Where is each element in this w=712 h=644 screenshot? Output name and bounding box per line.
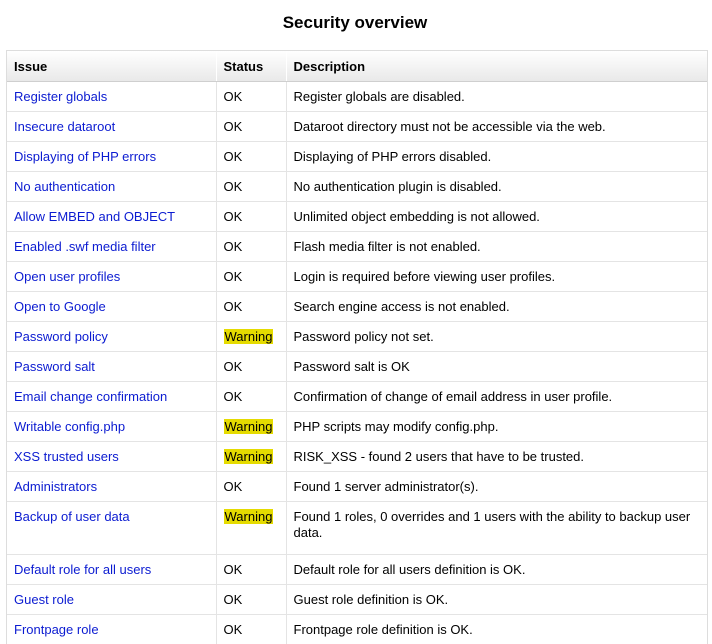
status-ok-text: OK xyxy=(224,359,243,374)
description-cell: Frontpage role definition is OK. xyxy=(286,615,707,644)
issue-cell xyxy=(7,232,216,262)
status-ok-text: OK xyxy=(224,479,243,494)
issue-link[interactable]: Backup of user data xyxy=(14,509,130,524)
status-cell xyxy=(216,442,286,472)
description-cell: Confirmation of change of email address in user profile. xyxy=(286,382,707,412)
status-ok-text: OK xyxy=(224,592,243,607)
table-row xyxy=(7,172,707,202)
status-ok-text: OK xyxy=(224,149,243,164)
description-cell: Search engine access is not enabled. xyxy=(286,292,707,322)
description-cell: Unlimited object embedding is not allowed. xyxy=(286,202,707,232)
table-row xyxy=(7,202,707,232)
status-cell xyxy=(216,142,286,172)
table-row xyxy=(7,472,707,502)
issue-link[interactable]: Frontpage role xyxy=(14,622,99,637)
status-cell xyxy=(216,232,286,262)
issue-cell xyxy=(7,412,216,442)
description-cell: Password salt is OK xyxy=(286,352,707,382)
status-ok-text: OK xyxy=(224,389,243,404)
status-ok-text: OK xyxy=(224,179,243,194)
status-cell xyxy=(216,382,286,412)
issue-cell xyxy=(7,82,216,112)
page-title: Security overview xyxy=(0,0,712,46)
security-overview-table xyxy=(7,51,707,644)
description-cell: Dataroot directory must not be accessible via the web. xyxy=(286,112,707,142)
table-row xyxy=(7,352,707,382)
issue-link[interactable]: Password policy xyxy=(14,329,108,344)
description-cell: Register globals are disabled. xyxy=(286,82,707,112)
description-cell: Login is required before viewing user profiles. xyxy=(286,262,707,292)
table-row xyxy=(7,142,707,172)
table-row xyxy=(7,442,707,472)
issue-cell xyxy=(7,202,216,232)
status-ok-text: OK xyxy=(224,209,243,224)
table-row xyxy=(7,262,707,292)
issue-link[interactable]: Register globals xyxy=(14,89,107,104)
status-cell xyxy=(216,262,286,292)
status-ok-text: OK xyxy=(224,562,243,577)
issue-cell xyxy=(7,142,216,172)
description-cell: Guest role definition is OK. xyxy=(286,585,707,615)
issue-link[interactable]: Writable config.php xyxy=(14,419,125,434)
description-cell: Found 1 server administrator(s). xyxy=(286,472,707,502)
table-row xyxy=(7,502,707,555)
table-row xyxy=(7,322,707,352)
status-ok-text: OK xyxy=(224,119,243,134)
issue-cell xyxy=(7,262,216,292)
status-warning-badge: Warning xyxy=(224,419,274,434)
issue-link[interactable]: Open to Google xyxy=(14,299,106,314)
status-warning-badge: Warning xyxy=(224,329,274,344)
status-ok-text: OK xyxy=(224,239,243,254)
table-row xyxy=(7,112,707,142)
table-body xyxy=(7,82,707,644)
status-cell xyxy=(216,555,286,585)
status-ok-text: OK xyxy=(224,299,243,314)
table-row xyxy=(7,382,707,412)
table-row xyxy=(7,292,707,322)
issue-cell xyxy=(7,585,216,615)
status-cell xyxy=(216,172,286,202)
issue-link[interactable]: XSS trusted users xyxy=(14,449,119,464)
description-cell: Found 1 roles, 0 overrides and 1 users with the ability to backup user data. xyxy=(286,502,707,555)
description-cell: Default role for all users definition is OK. xyxy=(286,555,707,585)
status-cell xyxy=(216,322,286,352)
table-row xyxy=(7,82,707,112)
issue-link[interactable]: Default role for all users xyxy=(14,562,151,577)
issue-link[interactable]: Open user profiles xyxy=(14,269,120,284)
security-overview-table-container xyxy=(6,50,708,644)
column-header-description[interactable]: Description xyxy=(286,51,707,82)
issue-cell xyxy=(7,555,216,585)
status-cell xyxy=(216,615,286,644)
status-cell xyxy=(216,292,286,322)
status-cell xyxy=(216,502,286,555)
table-row xyxy=(7,615,707,644)
table-row xyxy=(7,585,707,615)
issue-cell xyxy=(7,172,216,202)
status-cell xyxy=(216,412,286,442)
status-ok-text: OK xyxy=(224,269,243,284)
issue-link[interactable]: Password salt xyxy=(14,359,95,374)
table-header xyxy=(7,51,707,82)
status-warning-badge: Warning xyxy=(224,449,274,464)
table-row xyxy=(7,232,707,262)
issue-cell xyxy=(7,615,216,644)
issue-link[interactable]: Guest role xyxy=(14,592,74,607)
description-cell: PHP scripts may modify config.php. xyxy=(286,412,707,442)
status-cell xyxy=(216,352,286,382)
status-cell xyxy=(216,82,286,112)
issue-link[interactable]: No authentication xyxy=(14,179,115,194)
description-cell: Flash media filter is not enabled. xyxy=(286,232,707,262)
status-ok-text: OK xyxy=(224,89,243,104)
status-cell xyxy=(216,585,286,615)
issue-cell xyxy=(7,352,216,382)
issue-link[interactable]: Displaying of PHP errors xyxy=(14,149,156,164)
status-cell xyxy=(216,202,286,232)
issue-link[interactable]: Enabled .swf media filter xyxy=(14,239,156,254)
status-warning-badge: Warning xyxy=(224,509,274,524)
description-cell: Displaying of PHP errors disabled. xyxy=(286,142,707,172)
issue-cell xyxy=(7,112,216,142)
status-ok-text: OK xyxy=(224,622,243,637)
description-cell: RISK_XSS - found 2 users that have to be trusted. xyxy=(286,442,707,472)
status-cell xyxy=(216,472,286,502)
table-row xyxy=(7,555,707,585)
issue-link[interactable]: Email change confirmation xyxy=(14,389,167,404)
description-cell: Password policy not set. xyxy=(286,322,707,352)
issue-link[interactable]: Administrators xyxy=(14,479,97,494)
issue-cell xyxy=(7,322,216,352)
issue-cell xyxy=(7,442,216,472)
status-cell xyxy=(216,112,286,142)
issue-link[interactable]: Insecure dataroot xyxy=(14,119,115,134)
table-header-row xyxy=(7,51,707,82)
description-cell: No authentication plugin is disabled. xyxy=(286,172,707,202)
issue-cell xyxy=(7,472,216,502)
issue-cell xyxy=(7,292,216,322)
column-header-issue[interactable]: Issue xyxy=(7,51,216,82)
column-header-status[interactable]: Status xyxy=(216,51,286,82)
table-row xyxy=(7,412,707,442)
issue-cell xyxy=(7,382,216,412)
issue-link[interactable]: Allow EMBED and OBJECT xyxy=(14,209,175,224)
issue-cell xyxy=(7,502,216,555)
